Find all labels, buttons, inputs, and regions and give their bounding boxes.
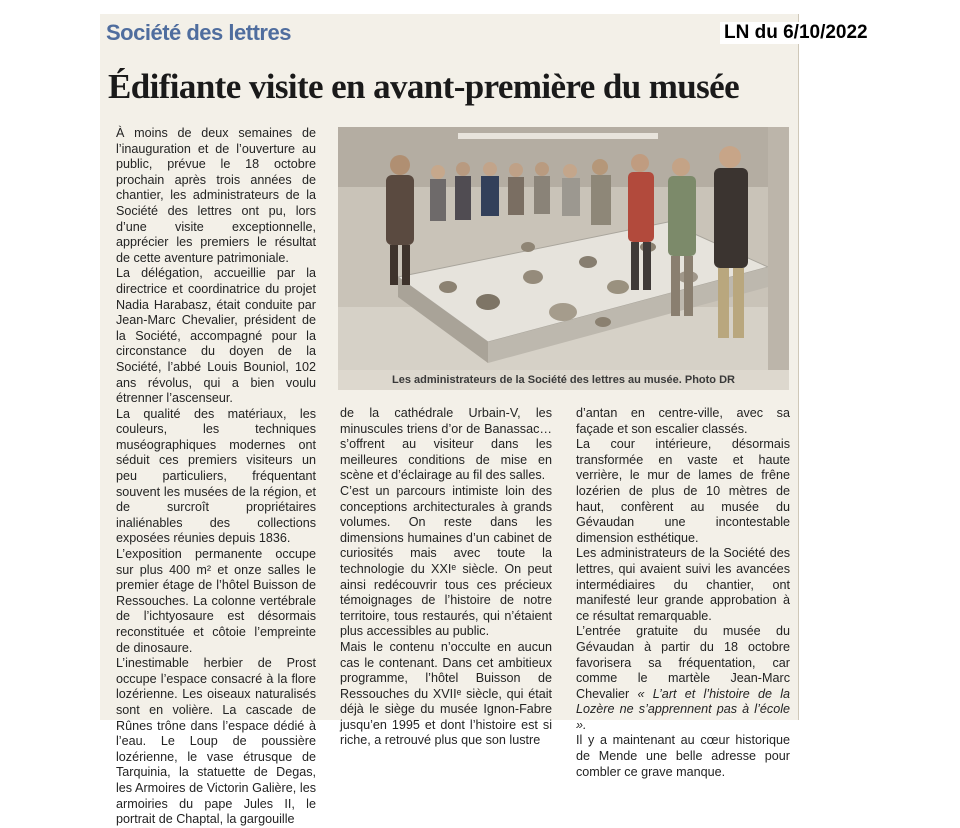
article-column-3 — [576, 406, 790, 779]
quote: « L’art et l’histoire de la Lozère ne s’apprennent pas à l’école ». — [576, 686, 790, 732]
paragraph: La qualité des matériaux, les couleurs, les techniques muséographiques modernes ont séduit ces premiers visiteurs un peu particuliers, fréquentant souvent les musées de la région, et de surcroît propriétaires inaliénables des collections exposées réunies depuis 1836. — [116, 406, 316, 546]
paragraph: de la cathédrale Urbain-V, les minuscules triens d’or de Banassac… s’offrent au visiteur dans les meilleures conditions de mise en scène et d’éclairage au fil des salles. — [340, 406, 552, 483]
article-column-2 — [340, 406, 552, 748]
paragraph: d’antan en centre-ville, avec sa façade et son escalier classés. — [576, 406, 790, 436]
museum-visit-illustration — [338, 127, 789, 370]
article-headline: Édifiante visite en avant-première du musée — [108, 67, 740, 106]
paragraph: À moins de deux semaines de l’inauguration et de l’ouverture au public, prévue le 18 octobre prochain après trois années de chantier, les administrateurs de la Société des lettres ont pu, lors d’une visite exceptionnelle, apprécier les premiers le résultat de cette aventure patrimoniale. — [116, 126, 316, 265]
article-photo — [338, 127, 789, 370]
dateline: LN du 6/10/2022 — [720, 22, 872, 44]
paragraph: La cour intérieure, désormais transformée en vaste et haute verrière, le mur de lames de frêne lozérien de plus de 10 mètres de haut, confèrent au musée du Gévaudan une incontestable dimension esthétique. — [576, 437, 790, 545]
paragraph-text: L’entrée gratuite du musée du Gévaudan à partir du 18 octobre favorisera sa fréquentation, car comme le martèle Jean-Marc Chevalier — [576, 624, 790, 701]
paragraph: Les administrateurs de la Société des lettres, qui avaient suivi les avancées intermédiaires du chantier, ont manifesté leur grande approbation à ce résultat remarquable. — [576, 546, 790, 623]
photo-caption: Les administrateurs de la Société des lettres au musée. Photo DR — [338, 370, 789, 390]
paragraph: La délégation, accueillie par la directrice et coordinatrice du projet Nadia Harabasz, était conduite par Jean-Marc Chevalier, président de la Société, accompagné pour la circonstance du doyen de la Société, l’abbé Louis Bouniol, 102 ans révolus, qui a bien voulu étrenner l’ascenseur. — [116, 266, 316, 406]
paragraph — [576, 624, 790, 733]
paragraph: L’exposition permanente occupe sur plus 400 m² et onze salles le premier étage de l’hôtel Buisson de Ressouches. La colonne vertébrale de l’ichtyosaure est désormais reconstituée et côtoie l’empreinte de dinosaure. — [116, 547, 316, 655]
paragraph: Mais le contenu n’occulte en aucun cas le contenant. Dans cet ambitieux programme, l’hôtel Buisson de Ressouches du XVIIᵉ siècle, qui était déjà le siège du musée Ignon-Fabre jusqu’en 1995 et dont l’histoire est si riche, a retrouvé plus que son lustre — [340, 639, 552, 748]
paragraph: L’inestimable herbier de Prost occupe l’espace consacré à la flore lozérienne. Les oiseaux naturalisés sont en volière. La cascade de Rûnes trône dans l’espace dédié à l’eau. Le Loup de poussière lozérienne, le vase étrusque de Tarquinia, la statuette de Degas, les Armoires de Victorin Galière, les armoiries du pape Jules II, le portrait de Chaptal, la gargouille — [116, 656, 316, 827]
paragraph: Il y a maintenant au cœur historique de Mende une belle adresse pour combler ce grave manque. — [576, 733, 790, 779]
section-heading: Société des lettres — [106, 20, 291, 45]
newspaper-clipping — [100, 14, 799, 827]
paragraph: C’est un parcours intimiste loin des conceptions architecturales à grands volumes. On reste dans les dimensions humaines d’un cabinet de curiosités mais avec toute la technologie du XXIᵉ siècle. On peut ainsi redécouvrir tous ces précieux témoignages de l’histoire de notre territoire, tous restaurés, qui n’étaient plus accessibles au public. — [340, 483, 552, 639]
article-column-1 — [116, 126, 316, 827]
